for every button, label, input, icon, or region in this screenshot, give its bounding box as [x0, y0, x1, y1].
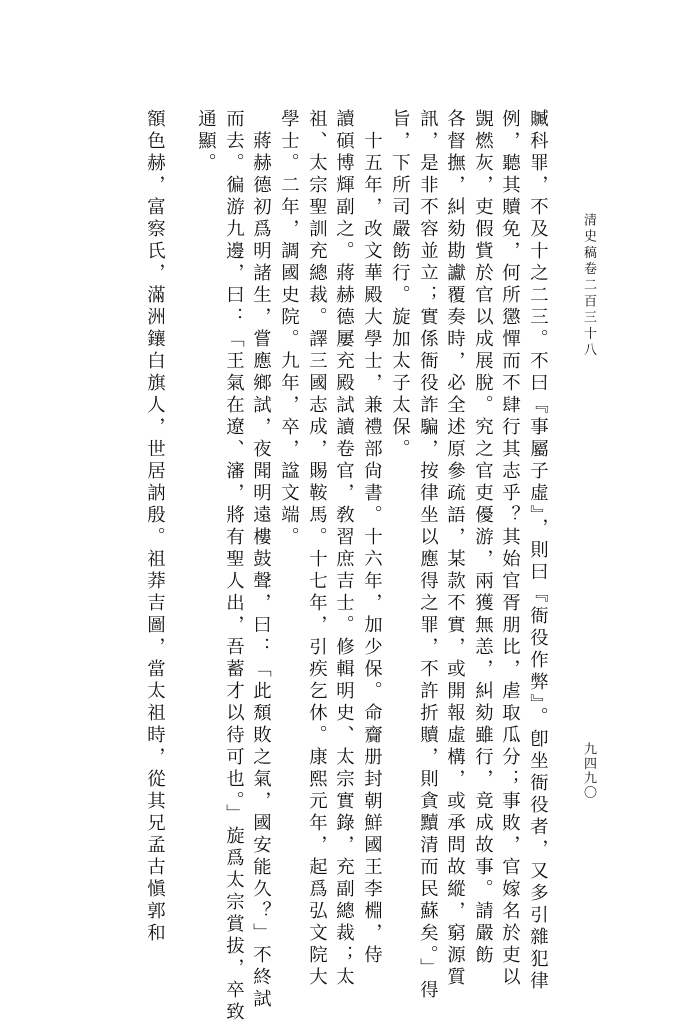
text-column-7: 十五年，改文華殿大學士，兼禮部尙書。十六年，加少保。命齎册封朝鮮國王李棩，侍: [361, 131, 383, 967]
running-title: 清史稿卷二百三十八: [581, 213, 596, 359]
text-column-8: 讀碩博輝副之。蔣赫德屢充殿試讀卷官，敎習庶吉士。修輯明史、太宗實錄，充副總裁；太: [333, 109, 355, 989]
text-column-12: 而去。徧游九邊，曰：「王氣在遼、瀋，將有聖人出，吾蓄才以待可也。」旋爲太宗賞拔，卒致: [223, 109, 245, 1024]
text-column-6: 旨，下所司嚴飭行。旋加太子太保。: [389, 109, 411, 461]
text-column-5: 訊，是非不容並立；實係衙役詐騙，按律坐以應得之罪，不許折贖，則貪黷清而民蘇矣。」得: [417, 109, 439, 1002]
text-column-3: 覬燃灰，吏假貲於官以成展脫。究之官吏優游，兩獲無恙，糾劾雖行，竟成故事。請嚴飭: [472, 109, 494, 967]
text-column-13: 通顯。: [195, 109, 217, 175]
text-column-1: 贓科罪，不及十之二三。不曰『事屬子虛』，則曰『衙役作弊』。卽坐衙役者，又多引雜犯律: [527, 109, 549, 993]
text-column-14: 額色赫，富察氏，滿洲鑲白旗人，世居訥殷。祖莽吉圖，當太祖時，從其兄孟古愼郭和: [144, 109, 166, 945]
text-column-4: 各督撫，糾劾勘讞覆奏時，必全述原參疏語，某款不實，或開報虛構，或承問故縱，窮源質: [444, 109, 466, 989]
text-column-2: 例，聽其贖免，何所懲憚而不肆行其志乎？其始官胥朋比，虐取瓜分；事敗，官嫁名於吏以: [499, 109, 521, 989]
text-column-11: 蔣赫德初爲明諸生，嘗應鄉試，夜聞明遠樓鼓聲，曰：「此頹敗之氣，國安能久？」不終試: [250, 131, 272, 1011]
text-column-10: 學士。二年，調國史院。九年，卒，諡文端。: [278, 109, 300, 549]
text-column-9: 祖、太宗聖訓充總裁。譯三國志成，賜鞍馬。十七年，引疾乞休。康熙元年，起爲弘文院大: [306, 109, 328, 989]
page-number: 九四九〇: [581, 742, 596, 800]
